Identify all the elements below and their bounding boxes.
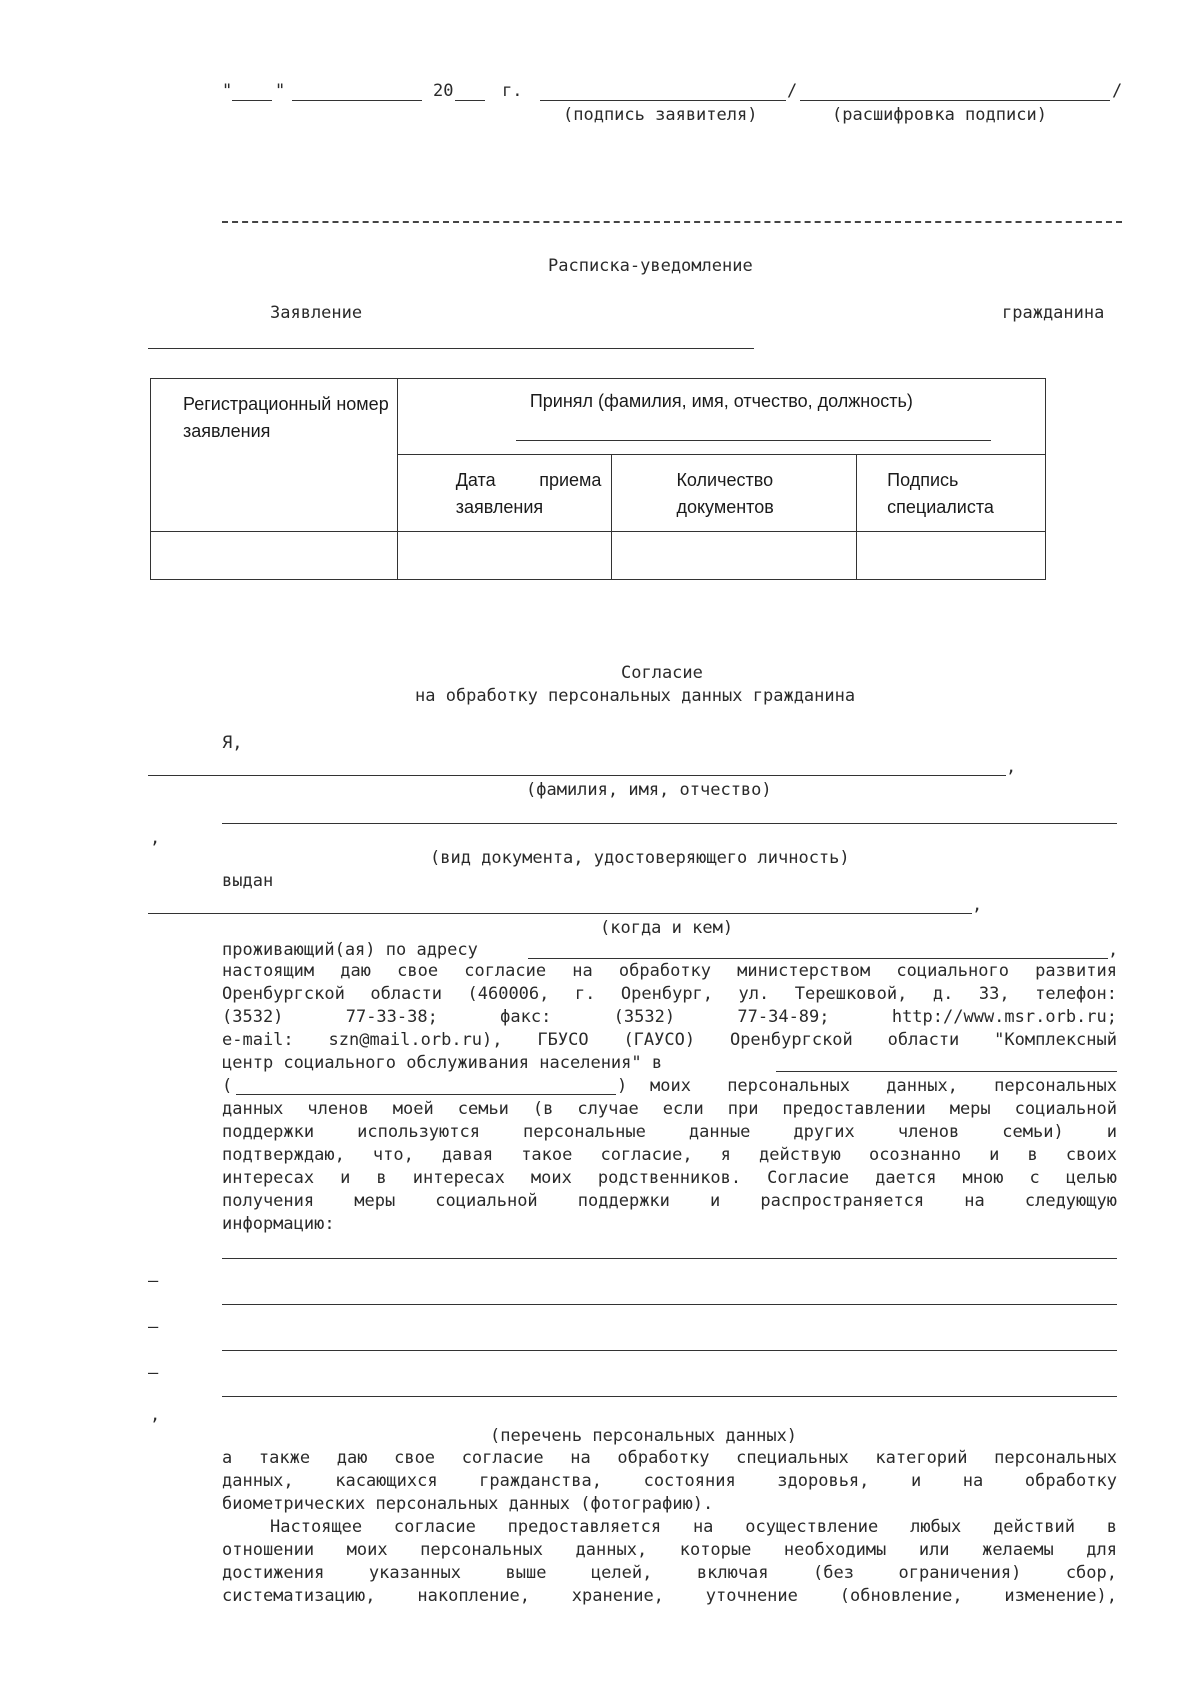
para3-line-4: систематизацию, накопление, хранение, уточнение (обновление, изменение), [222, 1586, 1117, 1606]
list-comma: , [150, 1405, 161, 1425]
list-dash-1: – [148, 1271, 159, 1291]
para1-line-1: настоящим даю свое согласие на обработку министерством социального развития [222, 961, 1117, 981]
para1-line-5: центр социального обслуживания населения" в [222, 1053, 663, 1073]
receipt-table [150, 378, 1046, 580]
i-label: Я, [222, 733, 243, 753]
year-prefix: 20 [433, 81, 454, 101]
accepted-by-header [397, 379, 1045, 455]
date-received-header: Дата приема заявления [397, 455, 612, 532]
specialist-signature-header: Подпись специалиста [857, 455, 1046, 532]
para1-line-10: интересах и в интересах моих родственников. Согласие дается мною с целью [222, 1168, 1117, 1188]
year-suffix: г. [502, 81, 523, 101]
address-field[interactable] [528, 958, 1108, 959]
para2-line-2: данных, касающихся гражданства, состояния здоровья, и на обработку [222, 1471, 1117, 1491]
date-quote-close: " [275, 81, 286, 101]
address-comma: , [1108, 940, 1119, 960]
docs-count-cell[interactable] [612, 532, 857, 580]
list-caption: (перечень персональных данных) [490, 1426, 798, 1446]
month-field[interactable] [292, 100, 422, 101]
institution-short-field[interactable] [236, 1094, 616, 1095]
paren-open: ( [222, 1076, 233, 1096]
receipt-citizen-label: гражданина [1002, 303, 1105, 323]
signature-slash: / [787, 81, 798, 101]
year-field[interactable] [455, 100, 485, 101]
para1-line-8: поддержки используются персональные данные других членов семьи) и [222, 1122, 1117, 1142]
issued-label: выдан [222, 871, 274, 891]
personal-data-field-4[interactable] [222, 1396, 1117, 1397]
signature-slash-end: / [1112, 81, 1123, 101]
residing-label: проживающий(ая) по адресу [222, 940, 478, 960]
para1-line-6: моих персональных данных, персональных [650, 1076, 1117, 1096]
para3-line-2: отношении моих персональных данных, которые необходимы или желаемы для [222, 1540, 1117, 1560]
date-quote-open: " [222, 81, 233, 101]
specialist-signature-cell[interactable] [857, 532, 1046, 580]
signature-decoding-caption: (расшифровка подписи) [832, 105, 1047, 125]
doc-caption: (вид документа, удостоверяющего личность) [430, 848, 850, 868]
accepted-by-label: Принял (фамилия, имя, отчество, должность) [529, 391, 913, 411]
fio-caption: (фамилия, имя, отчество) [526, 780, 772, 800]
day-field[interactable] [232, 100, 272, 101]
issued-comma: , [972, 895, 983, 915]
para1-line-2: Оренбургской области (460006, г. Оренбург, ул. Терешковой, д. 33, телефон: [222, 984, 1117, 1004]
citizen-name-field[interactable] [148, 348, 754, 349]
reg-number-header: Регистрационный номер заявления [151, 379, 398, 532]
consent-subtitle: на обработку персональных данных гражданина [415, 686, 856, 706]
para1-line-3: (3532) 77-33-38; факс: (3532) 77-34-89; http://www.msr.orb.ru; [222, 1007, 1117, 1027]
reg-number-cell[interactable] [151, 532, 398, 580]
issued-by-field[interactable] [148, 913, 972, 914]
applicant-signature-field[interactable] [540, 100, 786, 101]
issued-caption: (когда и кем) [600, 918, 734, 938]
para1-line-12: информацию: [222, 1214, 335, 1234]
paren-close: ) [617, 1076, 628, 1096]
list-dash-3: – [148, 1363, 159, 1383]
consent-title: Согласие [621, 663, 703, 683]
id-document-field[interactable] [222, 823, 1117, 824]
docs-count-header: Количество документов [612, 455, 857, 532]
signature-decoding-field[interactable] [800, 100, 1110, 101]
para3-line-3: достижения указанных выше целей, включая (без ограничения) сбор, [222, 1563, 1117, 1583]
para2-line-1: а также даю свое согласие на обработку специальных категорий персональных [222, 1448, 1117, 1468]
para1-line-9: подтверждаю, что, давая такое согласие, я действую осознанно и в своих [222, 1145, 1117, 1165]
institution-name-field[interactable] [776, 1071, 1117, 1072]
personal-data-field-2[interactable] [222, 1304, 1117, 1305]
applicant-signature-caption: (подпись заявителя) [563, 105, 758, 125]
receipt-title: Расписка-уведомление [548, 256, 753, 276]
para1-line-11: получения меры социальной поддержки и распространяется на следующую [222, 1191, 1117, 1211]
personal-data-field-3[interactable] [222, 1350, 1117, 1351]
fio-comma: , [1006, 757, 1017, 777]
fio-field[interactable] [148, 775, 1006, 776]
para2-line-3: биометрических персональных данных (фотографию). [222, 1494, 714, 1514]
para1-line-7: данных членов моей семьи (в случае если при предоставлении меры социальной [222, 1099, 1117, 1119]
accepted-by-field[interactable] [516, 440, 991, 441]
receipt-statement-label: Заявление [270, 303, 363, 323]
date-received-cell[interactable] [397, 532, 612, 580]
para3-line-1: Настоящее согласие предоставляется на осуществление любых действий в [270, 1517, 1117, 1537]
para1-line-4: e-mail: szn@mail.orb.ru), ГБУСО (ГАУСО) Оренбургской области "Комплексный [222, 1030, 1117, 1050]
cut-line-divider [222, 221, 1122, 223]
personal-data-field-1[interactable] [222, 1258, 1117, 1259]
doc-comma: , [150, 828, 161, 848]
list-dash-2: – [148, 1317, 159, 1337]
